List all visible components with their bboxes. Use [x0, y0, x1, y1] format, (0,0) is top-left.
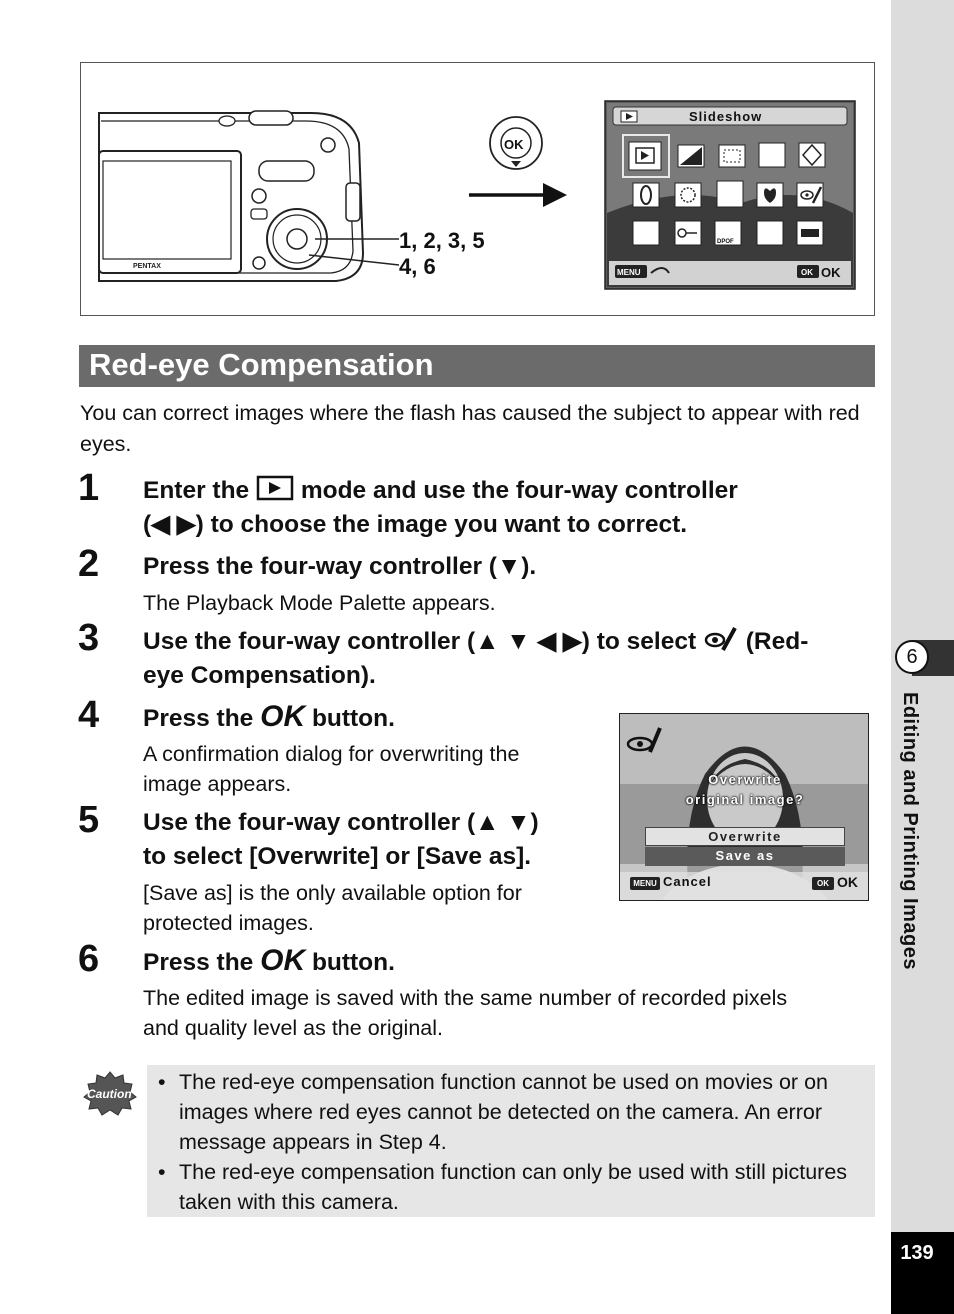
svg-text:DPOF: DPOF — [717, 239, 734, 245]
step-3-title: Use the four-way controller (▲ ▼ ◀ ▶) to select (Red- eye Compensation). — [143, 628, 809, 689]
step-4-number: 4 — [78, 694, 100, 736]
chapter-number: 6 — [895, 640, 929, 674]
ok-text: OK — [837, 874, 858, 890]
red-eye-icon — [703, 626, 739, 652]
callout-steps-a: 1, 2, 3, 5 — [399, 228, 485, 253]
step-1-number: 1 — [78, 467, 100, 509]
ok-button-icon — [490, 117, 542, 169]
step-2-number: 2 — [78, 543, 100, 585]
svg-text:MENU: MENU — [617, 268, 641, 277]
caution-item: • The red-eye compensation function can only be used with still pictures taken with this camera. — [158, 1157, 868, 1217]
step-1-title: Enter the mode and use the four-way controller (◀ ▶) to choose the image you want to correct. — [143, 477, 738, 538]
cancel-label: Cancel — [663, 874, 712, 889]
save-as-option[interactable]: Save as — [645, 847, 845, 866]
menu-button-label: MENU — [630, 877, 660, 890]
step-4-title: Press the OK button. — [143, 700, 395, 733]
page-number: 139 — [900, 1242, 934, 1264]
step-3-number: 3 — [78, 617, 100, 659]
step-5-number: 5 — [78, 799, 100, 841]
caution-list — [158, 1067, 868, 1217]
caution-item: • The red-eye compensation function cannot be used on movies or on images where red eyes cannot be detected on the camera. An error message appears in Step 4. — [158, 1067, 868, 1157]
ok-button-label: OK — [812, 877, 834, 890]
step-6-number: 6 — [78, 938, 100, 980]
playback-mode-icon — [256, 475, 294, 501]
callout-steps-b: 4, 6 — [399, 254, 436, 279]
step-5-title: Use the four-way controller (▲ ▼) to select [Overwrite] or [Save as]. — [143, 809, 539, 870]
svg-text:OK: OK — [504, 137, 524, 152]
svg-text:OK: OK — [821, 265, 841, 280]
step-5-body: [Save as] is the only available option for protected images. — [143, 881, 522, 935]
step-2-title: Press the four-way controller (▼). — [143, 553, 537, 580]
camera-icon — [99, 111, 399, 281]
ok-key-label: OK — [260, 944, 306, 977]
overwrite-option[interactable]: Overwrite — [645, 827, 845, 846]
svg-text:Caution: Caution — [87, 1087, 132, 1101]
section-title: Red-eye Compensation — [79, 345, 875, 387]
step-6-body: The edited image is saved with the same number of recorded pixels and quality level as the original. — [143, 986, 788, 1040]
camera-illustration — [81, 63, 876, 317]
chapter-title: Editing and Printing Images — [899, 692, 921, 970]
step-4-body: A confirmation dialog for overwriting the image appears. — [143, 742, 520, 796]
svg-text:OK: OK — [801, 268, 813, 277]
camera-brand: PENTAX — [133, 263, 161, 270]
intro-text: You can correct images where the flash has caused the subject to appear with red eyes. — [80, 401, 860, 456]
dialog-question: Overwrite original image? — [685, 772, 805, 807]
step-6-title: Press the OK button. — [143, 944, 395, 977]
operation-figure — [80, 62, 875, 316]
overwrite-dialog-screen — [619, 713, 869, 901]
step-2-body: The Playback Mode Palette appears. — [143, 591, 496, 615]
playback-palette-screen — [605, 101, 855, 289]
caution-icon — [82, 1070, 138, 1121]
right-arrow-icon — [469, 183, 567, 207]
palette-title: Slideshow — [689, 109, 763, 124]
ok-key-label: OK — [260, 700, 306, 733]
